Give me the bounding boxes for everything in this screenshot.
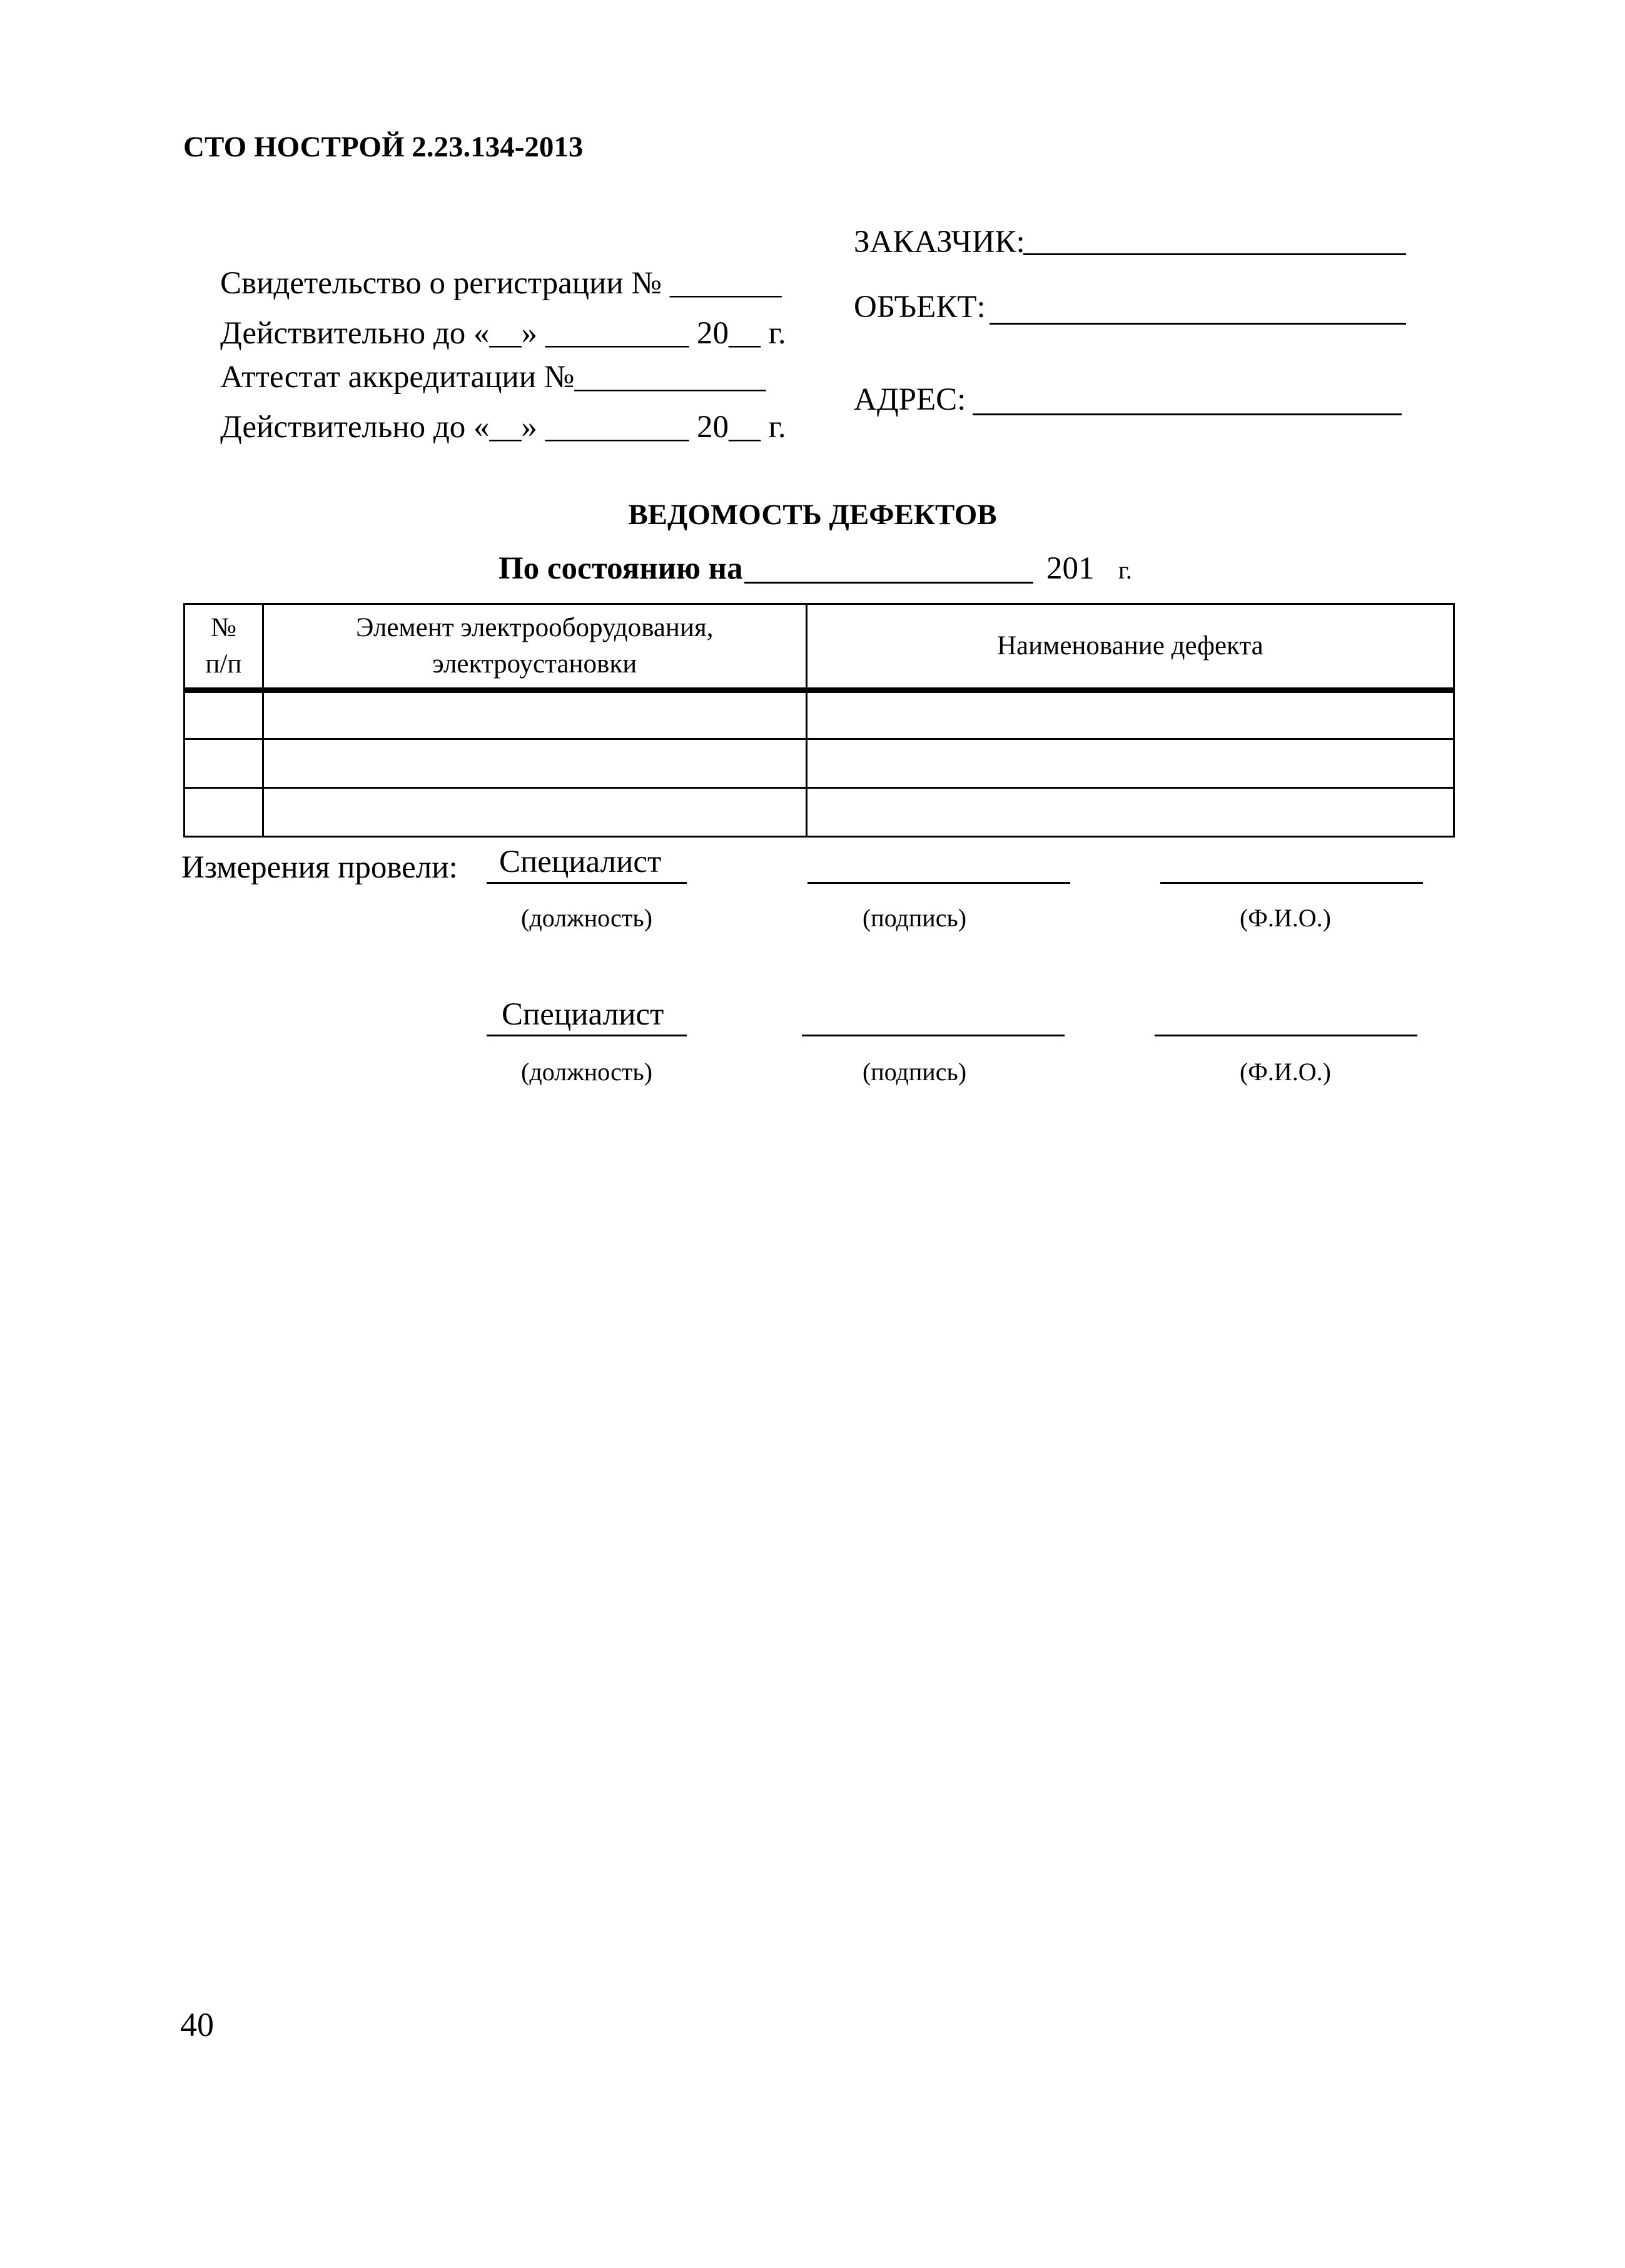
document-title: ВЕДОМОСТЬ ДЕФЕКТОВ	[628, 499, 997, 531]
signature-position-line-2[interactable]	[487, 1035, 687, 1036]
header-element-cell	[263, 604, 806, 691]
signature-position-2: Специалист	[502, 997, 664, 1032]
signature-name-line-2[interactable]	[1155, 1035, 1417, 1036]
valid-until-line-1: Действительно до «__» _________ 20__ г.	[220, 316, 786, 351]
as-of-date-blank[interactable]	[744, 582, 1033, 584]
signature-position-line-1[interactable]	[487, 882, 687, 884]
defects-table	[183, 603, 1455, 838]
table-cell-defect[interactable]	[806, 739, 1454, 788]
measured-by-label: Измерения провели:	[181, 850, 458, 885]
customer-blank[interactable]	[1023, 253, 1406, 255]
table-row	[185, 739, 1454, 788]
header-number-line2: п/п	[205, 649, 242, 679]
table-cell-number[interactable]	[185, 788, 263, 837]
table-cell-number[interactable]	[185, 691, 263, 739]
signature-name-line-1[interactable]	[1160, 882, 1423, 884]
address-blank[interactable]	[973, 413, 1402, 415]
table-cell-element[interactable]	[263, 788, 806, 837]
object-blank[interactable]	[990, 323, 1406, 325]
accreditation-cert-line: Аттестат аккредитации №____________	[220, 360, 766, 395]
registration-cert-line: Свидетельство о регистрации № _______	[220, 266, 782, 301]
header-number-line1: №	[210, 612, 236, 642]
address-label: АДРЕС:	[854, 382, 966, 417]
table-cell-defect[interactable]	[806, 691, 1454, 739]
running-header: СТО НОСТРОЙ 2.23.134-2013	[183, 131, 584, 163]
as-of-label: По состоянию на	[499, 551, 743, 586]
header-element-line2: электроустановки	[432, 649, 637, 679]
signature-sign-line-2[interactable]	[802, 1035, 1065, 1036]
table-row	[185, 788, 1454, 837]
table-cell-element[interactable]	[263, 691, 806, 739]
signature-sign-line-1[interactable]	[807, 882, 1070, 884]
valid-until-line-2: Действительно до «__» _________ 20__ г.	[220, 410, 786, 445]
page-number: 40	[180, 2006, 214, 2043]
header-number-cell	[185, 604, 263, 691]
object-label: ОБЪЕКТ:	[854, 290, 986, 325]
position-caption-1: (должность)	[521, 904, 652, 932]
table-row	[185, 691, 1454, 739]
customer-label: ЗАКАЗЧИК:	[854, 225, 1025, 260]
table-cell-number[interactable]	[185, 739, 263, 788]
name-caption-2: (Ф.И.О.)	[1239, 1058, 1331, 1086]
as-of-year-suffix: г.	[1118, 556, 1132, 584]
table-cell-element[interactable]	[263, 739, 806, 788]
signature-caption-1: (подпись)	[862, 904, 967, 932]
position-caption-2: (должность)	[521, 1058, 652, 1086]
signature-position-1: Специалист	[499, 844, 662, 879]
table-cell-defect[interactable]	[806, 788, 1454, 837]
header-defect-cell: Наименование дефекта	[806, 604, 1454, 691]
header-element-line1: Элемент электрооборудования,	[356, 612, 714, 642]
as-of-year: 201	[1046, 551, 1095, 586]
name-caption-1: (Ф.И.О.)	[1239, 904, 1331, 932]
signature-caption-2: (подпись)	[862, 1058, 967, 1086]
table-header-row	[185, 604, 1454, 691]
